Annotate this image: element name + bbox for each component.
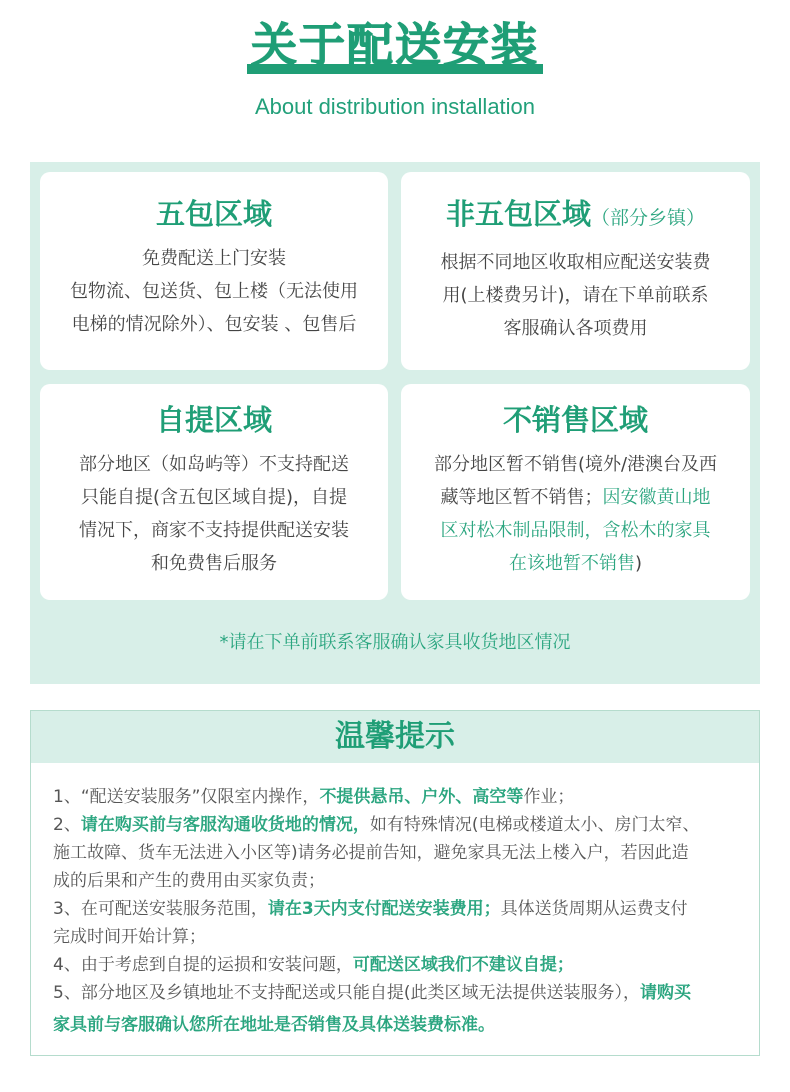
zone-panel-note: *请在下单前联系客服确认家具收货地区情况 (219, 632, 571, 653)
zone-card-ziti (40, 384, 388, 600)
zone-desc-wubao (40, 242, 388, 341)
tip-text: 5、部分地区及乡镇地址不支持配送或只能自提(此类区域无法提供送装服务）， (53, 983, 640, 1003)
zone-text-highlight: 因安徽黄山地 (602, 487, 711, 508)
zone-title-feiwu (401, 194, 750, 238)
zone-title-feiwu-note: （部分乡镇） (591, 207, 706, 229)
zone-title-buxiao: 不销售区域 (502, 403, 648, 437)
tip-line: 成的后果和产生的费用由买家负责； (53, 871, 325, 891)
zone-title-feiwu-text: 非五包区域 (445, 197, 591, 231)
zone-line: 和免费售后服务 (151, 553, 277, 574)
delivery-zones-panel (30, 162, 760, 684)
zone-line: 只能自提(含五包区域自提)，自提 (80, 487, 348, 508)
tip-highlight: 请在购买前与客服沟通收货地的情况， (80, 815, 370, 835)
page-title-text: 关于配送安装 (251, 18, 539, 72)
zone-desc-ziti (40, 448, 388, 580)
zone-title-wubao: 五包区域 (155, 197, 272, 231)
zone-text: 藏等地区暂不销售； (440, 487, 603, 508)
page-subtitle: About distribution installation (254, 94, 536, 119)
tip-text: 作业； (523, 787, 575, 807)
tips-list (31, 763, 759, 1039)
zone-card-buxiao (401, 384, 750, 600)
zone-title-ziti: 自提区域 (155, 403, 272, 437)
zone-line: 免费配送上门安装 (142, 248, 286, 269)
zone-text: ) (634, 553, 643, 574)
zone-line: 情况下，商家不支持提供配送安装 (79, 520, 349, 541)
zone-line: 客服确认各项费用 (503, 318, 648, 339)
tip-item (53, 811, 749, 839)
zone-text-highlight: 在该地暂不销售 (508, 553, 635, 574)
zone-line: 用(上楼费另计)，请在下单前联系 (442, 285, 709, 306)
zone-line: 部分地区（如岛屿等）不支持配送 (79, 454, 349, 475)
tip-item (53, 783, 749, 811)
tip-highlight: 请在3天内支付配送安装费用； (267, 899, 501, 919)
zone-line-highlight: 区对松木制品限制，含松木的家具 (440, 520, 711, 541)
tip-item (53, 951, 749, 979)
zone-line: 根据不同地区收取相应配送安装费 (440, 252, 711, 273)
tip-line: 施工故障、货车无法进入小区等)请务必提前告知，避免家具无法上楼入户，若因此造 (53, 843, 689, 863)
zone-line: 部分地区暂不销售(境外/港澳台及西 (433, 454, 718, 475)
tip-highlight: 不提供悬吊、户外、高空等 (319, 787, 524, 807)
tip-text: 具体送货周期从运费支付 (500, 899, 688, 919)
tip-text: 2、 (53, 815, 81, 835)
title-area (0, 14, 790, 76)
tip-line: 完成时间开始计算； (53, 927, 206, 947)
tips-title: 温馨提示 (31, 711, 759, 763)
zone-card-feiwu (401, 172, 750, 370)
page-title (247, 14, 543, 76)
zone-line (401, 481, 750, 514)
tips-box (30, 710, 760, 1056)
tip-highlight: 请购买 (639, 983, 691, 1003)
zone-line: 电梯的情况除外）、包安装 、包售后 (71, 314, 357, 335)
tip-text: 如有特殊情况(电梯或楼道太小、房门太窄、 (369, 815, 700, 835)
tip-text: 1、“配送安装服务”仅限室内操作， (53, 787, 320, 807)
tip-item (53, 979, 749, 1007)
zone-card-wubao (40, 172, 388, 370)
tip-item (53, 895, 749, 923)
zone-desc-feiwu (401, 246, 750, 345)
zone-line (401, 547, 750, 580)
tip-text: 4、由于考虑到自提的运损和安装问题， (53, 955, 353, 975)
zone-desc-buxiao (401, 448, 750, 580)
tip-line-highlight: 家具前与客服确认您所在地址是否销售及具体送装费标准。 (53, 1015, 495, 1035)
zone-line: 包物流、包送货、包上楼（无法使用 (70, 281, 358, 302)
tip-highlight: 可配送区域我们不建议自提； (352, 955, 574, 975)
tip-text: 3、在可配送安装服务范围， (53, 899, 268, 919)
